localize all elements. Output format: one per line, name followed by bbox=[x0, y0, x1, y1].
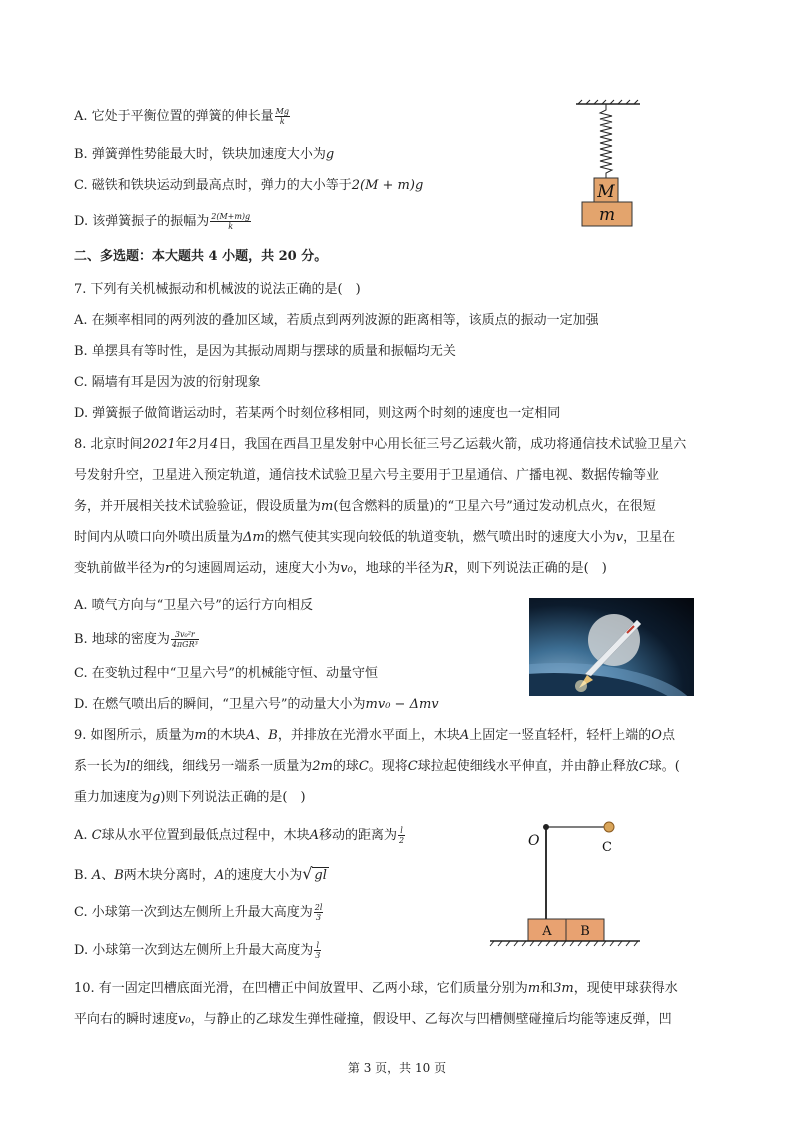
math: mv₀ − Δmv bbox=[365, 697, 439, 712]
numerator: l bbox=[314, 941, 321, 951]
q6-a-text: A. 它处于平衡位置的弹簧的伸长量 bbox=[74, 109, 274, 124]
math: C bbox=[91, 828, 102, 843]
text: 的细线，细线另一端系一质量为 bbox=[130, 759, 313, 774]
q9-option-d bbox=[74, 941, 322, 961]
math: A bbox=[214, 868, 225, 883]
spring-coil bbox=[600, 104, 612, 178]
q6-b-text: B. 弹簧弹性势能最大时，铁块加速度大小为 bbox=[74, 147, 326, 162]
text: 点 bbox=[661, 728, 675, 743]
q8-option-a: A. 喷气方向与“卫星六号”的运行方向相反 bbox=[74, 598, 313, 613]
text: ，地球的半径为 bbox=[352, 561, 444, 576]
denominator: 3 bbox=[316, 913, 322, 922]
page-footer: 第 3 页，共 10 页 bbox=[347, 1061, 447, 1075]
math: r bbox=[165, 561, 172, 576]
q6-option-b bbox=[74, 145, 334, 165]
denominator: k bbox=[279, 117, 285, 126]
text: B. 地球的密度为 bbox=[74, 632, 170, 647]
text: 的燃气使其实现向较低的轨道变轨，燃气喷出时的速度大小为 bbox=[264, 530, 616, 545]
math: C bbox=[638, 759, 649, 774]
text: 球。( bbox=[648, 759, 680, 774]
numerator: Mg bbox=[275, 107, 289, 116]
math: 3m bbox=[553, 981, 574, 996]
text: 、 bbox=[101, 868, 115, 883]
math: A bbox=[91, 868, 102, 883]
q6-option-c bbox=[74, 176, 423, 196]
q6-c-text: C. 磁铁和铁块运动到最高点时，弹力的大小等于 bbox=[74, 178, 352, 193]
q6-d-fraction bbox=[210, 212, 251, 231]
text: ，与静止的乙球发生弹性碰撞，假设甲、乙每次与凹槽侧壁碰撞后均能等速反弹，凹 bbox=[190, 1012, 672, 1027]
math: Δm bbox=[243, 530, 265, 545]
math: v₀ bbox=[178, 1012, 191, 1027]
q9-option-b bbox=[74, 864, 329, 886]
q9-option-c bbox=[74, 903, 324, 923]
math: 2m bbox=[312, 759, 333, 774]
section-heading: 二、多选题：本大题共 4 小题，共 20 分。 bbox=[74, 249, 328, 264]
text: 务，并开展相关技术试验验证，假设质量为 bbox=[74, 499, 322, 514]
math: m bbox=[194, 728, 207, 743]
math: R bbox=[443, 561, 454, 576]
text: 的速度大小为 bbox=[224, 868, 303, 883]
iron-label: m bbox=[598, 205, 616, 225]
block-b-label: B bbox=[580, 924, 590, 939]
q9-option-a bbox=[74, 826, 406, 846]
rocket-photo bbox=[529, 598, 694, 696]
magnet-label: M bbox=[597, 182, 615, 202]
q9-stem-line2 bbox=[74, 757, 680, 777]
q8-option-c: C. 在变轨过程中“卫星六号”的机械能守恒、动量守恒 bbox=[74, 666, 379, 681]
q8-b-fraction bbox=[171, 630, 199, 649]
text: 、 bbox=[255, 728, 269, 743]
math: B bbox=[268, 728, 278, 743]
text: C. 小球第一次到达左侧所上升最大高度为 bbox=[74, 905, 313, 920]
ball-c bbox=[604, 822, 614, 832]
pivot-label: O bbox=[528, 833, 540, 849]
q10-stem-line2 bbox=[74, 1010, 672, 1030]
math: B bbox=[114, 868, 124, 883]
q7-option-a: A. 在频率相同的两列波的叠加区域，若质点到两列波源的距离相等，该质点的振动一定加强 bbox=[74, 313, 599, 328]
block-a-label: A bbox=[542, 924, 552, 939]
text: 的匀速圆周运动，速度大小为 bbox=[171, 561, 341, 576]
sqrt-expr: gl bbox=[314, 868, 327, 883]
text: 和 bbox=[540, 981, 554, 996]
math: C bbox=[407, 759, 418, 774]
denominator: 4πGR³ bbox=[171, 640, 198, 649]
text: B. bbox=[74, 868, 92, 883]
q9-stem-line3 bbox=[74, 788, 306, 808]
denominator: k bbox=[228, 222, 234, 231]
moon bbox=[588, 614, 640, 666]
pendulum-figure bbox=[488, 815, 648, 950]
math: A bbox=[245, 728, 256, 743]
q6-option-a bbox=[74, 107, 291, 127]
math: 4 bbox=[209, 437, 219, 452]
text: 重力加速度为 bbox=[74, 790, 153, 805]
text: 平向右的瞬时速度 bbox=[74, 1012, 179, 1027]
math: v bbox=[615, 530, 624, 545]
q8-stem-line4 bbox=[74, 528, 675, 548]
q7-option-b: B. 单摆具有等时性，是因为其振动周期与摆球的质量和振幅均无关 bbox=[74, 344, 456, 359]
text: 的木块 bbox=[206, 728, 246, 743]
text: 日，我国在西昌卫星发射中心用长征三号乙运载火箭，成功将通信技术试验卫星六 bbox=[218, 437, 687, 452]
q8-stem-line5 bbox=[74, 559, 607, 579]
q6-a-fraction bbox=[275, 107, 290, 126]
q9-c-fraction bbox=[314, 903, 324, 922]
ball-label: C bbox=[602, 840, 612, 855]
text: 10. 有一固定凹槽底面光滑，在凹槽正中间放置甲、乙两小球，它们质量分别为 bbox=[74, 981, 528, 996]
text: D. 小球第一次到达左侧所上升最大高度为 bbox=[74, 943, 314, 958]
text: ，则下列说法正确的是( ) bbox=[453, 561, 607, 576]
q9-stem-line1 bbox=[74, 726, 675, 746]
math: O bbox=[651, 728, 662, 743]
text: )则下列说法正确的是( ) bbox=[160, 790, 306, 805]
text: 球从水平位置到最低点过程中，木块 bbox=[101, 828, 310, 843]
sqrt-sign: √ bbox=[302, 864, 313, 883]
numerator: 3v₀²r bbox=[171, 630, 199, 640]
text: 系一长为 bbox=[74, 759, 127, 774]
text: ，卫星在 bbox=[623, 530, 676, 545]
math: m bbox=[527, 981, 541, 996]
text: 年 bbox=[175, 437, 189, 452]
math: v₀ bbox=[340, 561, 353, 576]
numerator: 2l bbox=[314, 903, 323, 912]
text: 时间内从喷口向外喷出质量为 bbox=[74, 530, 244, 545]
q8-option-b bbox=[74, 630, 200, 650]
text: ，并排放在光滑水平面上，木块 bbox=[277, 728, 460, 743]
q7-option-c: C. 隔墙有耳是因为波的衍射现象 bbox=[74, 375, 261, 390]
q8-stem-line2: 号发射升空，卫星进入预定轨道，通信技术试验卫星六号主要用于卫星通信、广播电视、数据传输等业 bbox=[74, 468, 660, 483]
q10-stem-line1 bbox=[74, 979, 678, 999]
q6-c-expr: 2(M + m)g bbox=[351, 178, 424, 193]
text: 球拉起使细线水平伸直，并由静止释放 bbox=[417, 759, 639, 774]
math: 2 bbox=[188, 437, 197, 452]
q8-stem-line1 bbox=[74, 435, 686, 455]
q7-option-d: D. 弹簧振子做简谐运动时，若某两个时刻位移相同，则这两个时刻的速度也一定相同 bbox=[74, 406, 561, 421]
math: A bbox=[309, 828, 320, 843]
q8-option-d bbox=[74, 695, 439, 715]
text: 8. 北京时间 bbox=[74, 437, 143, 452]
pivot-point bbox=[543, 824, 549, 830]
q9-d-fraction bbox=[314, 941, 321, 960]
math: 2021 bbox=[142, 437, 176, 452]
math: m bbox=[321, 499, 334, 514]
text: 上固定一竖直轻杆，轻杆上端的 bbox=[469, 728, 652, 743]
math: A bbox=[459, 728, 470, 743]
text: 移动的距离为 bbox=[319, 828, 398, 843]
q7-stem: 7. 下列有关机械振动和机械波的说法正确的是( ) bbox=[74, 282, 361, 297]
q6-option-d bbox=[74, 212, 252, 232]
denominator: 3 bbox=[315, 951, 321, 960]
flame-glow bbox=[575, 680, 587, 692]
math: C bbox=[358, 759, 369, 774]
spring-figure bbox=[570, 100, 650, 230]
q9-a-fraction bbox=[398, 826, 405, 845]
numerator: l bbox=[398, 826, 405, 836]
text: D. 在燃气喷出后的瞬间，“卫星六号”的动量大小为 bbox=[74, 697, 366, 712]
text: 变轨前做半径为 bbox=[74, 561, 166, 576]
text: 。现将 bbox=[368, 759, 408, 774]
numerator: 2(M+m)g bbox=[211, 212, 251, 221]
text: 9. 如图所示，质量为 bbox=[74, 728, 195, 743]
text: A. bbox=[74, 828, 92, 843]
text: 两木块分离时， bbox=[123, 868, 215, 883]
text: 的球 bbox=[332, 759, 359, 774]
rocket-illustration bbox=[529, 598, 694, 696]
math: l bbox=[126, 759, 131, 774]
denominator: 2 bbox=[399, 836, 405, 845]
q6-d-text: D. 该弹簧振子的振幅为 bbox=[74, 214, 210, 229]
text: ，现使甲球获得水 bbox=[573, 981, 678, 996]
q8-stem-line3 bbox=[74, 497, 656, 517]
text: (包含燃料的质量)的“卫星六号”通过发动机点火，在很短 bbox=[333, 499, 656, 514]
text: 月 bbox=[196, 437, 210, 452]
math: g bbox=[152, 790, 161, 805]
q6-b-var: g bbox=[325, 147, 335, 162]
